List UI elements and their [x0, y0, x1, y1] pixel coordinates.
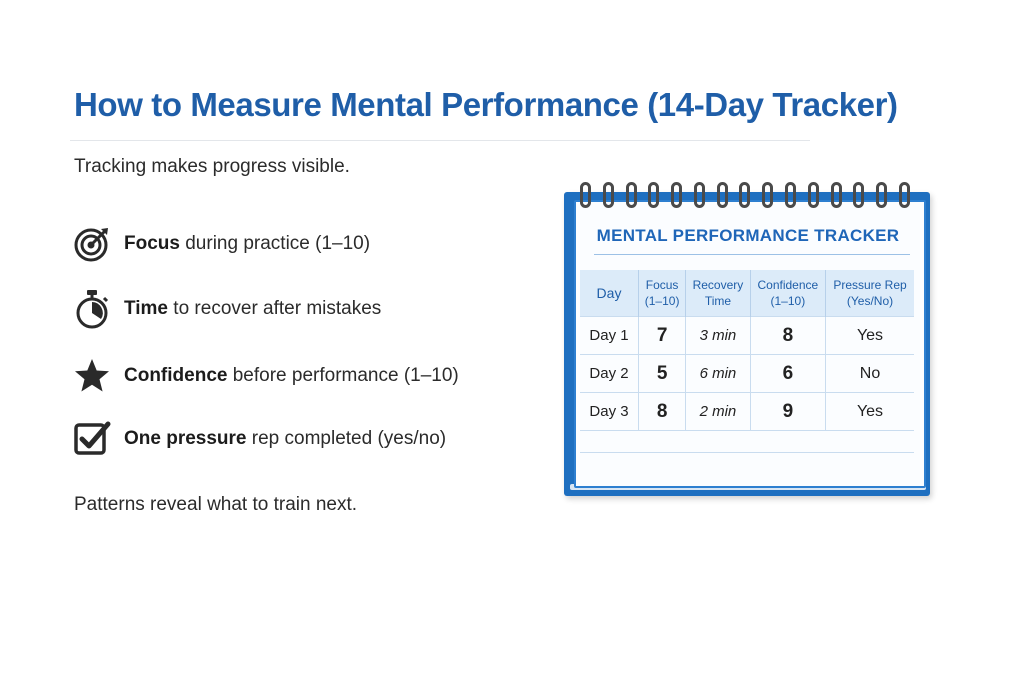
header-recovery [686, 270, 750, 317]
cell-confidence: 9 [750, 393, 825, 431]
metric-pressure [72, 419, 446, 459]
spiral-ring [694, 182, 705, 208]
title-divider [70, 140, 810, 141]
star-icon [72, 356, 112, 396]
footer-text: Patterns reveal what to train next. [74, 494, 358, 515]
page-title: How to Measure Mental Performance (14-Day Tracker) [74, 86, 898, 123]
stopwatch-icon [72, 289, 112, 329]
table-row [580, 317, 914, 355]
cell-day: Day 2 [580, 355, 639, 393]
metric-label-bold: One pressure [124, 428, 247, 449]
metric-label-rest: before performance (1–10) [227, 365, 459, 386]
cell-pressure: No [826, 355, 914, 393]
header-line: Confidence [757, 278, 819, 292]
metric-label-rest: rep completed (yes/no) [246, 428, 447, 449]
tracker-title-rule [594, 254, 910, 255]
target-icon [72, 224, 112, 264]
cell-recovery: 6 min [686, 355, 750, 393]
cell-recovery: 3 min [686, 317, 750, 355]
spiral-binding [580, 182, 910, 210]
cell-empty [580, 431, 639, 452]
tracker-title: MENTAL PERFORMANCE TRACKER [596, 226, 900, 245]
metric-label-bold: Focus [124, 233, 180, 254]
header-pressure [826, 270, 914, 317]
spiral-ring [853, 182, 864, 208]
header-line: (Yes/No) [846, 294, 894, 308]
metric-label-rest: during practice (1–10) [179, 233, 371, 254]
cell-confidence: 8 [750, 317, 825, 355]
header-line: Recovery [692, 278, 744, 292]
metric-label-bold: Time [124, 298, 169, 319]
cell-day: Day 3 [580, 393, 639, 431]
metric-label-rest: to recover after mistakes [168, 298, 382, 319]
tracker-table [580, 270, 914, 451]
cell-recovery: 2 min [686, 393, 750, 431]
header-line: (1–10) [770, 294, 806, 308]
table-row [580, 393, 914, 431]
metric-focus [72, 224, 370, 264]
subtitle: Tracking makes progress visible. [74, 156, 350, 177]
spiral-ring [603, 182, 614, 208]
spiral-ring [739, 182, 750, 208]
header-day: Day [580, 270, 639, 317]
cell-empty [826, 431, 914, 452]
spiral-ring [808, 182, 819, 208]
metric-label-bold: Confidence [124, 365, 228, 386]
metric-confidence [72, 356, 459, 396]
table-ruled-line [580, 452, 914, 453]
table-row [580, 355, 914, 393]
cell-day: Day 1 [580, 317, 639, 355]
spiral-ring [876, 182, 887, 208]
spiral-ring [580, 182, 591, 208]
cell-empty [686, 431, 750, 452]
spiral-ring [717, 182, 728, 208]
checkbox-icon [72, 419, 112, 459]
header-line: (1–10) [644, 294, 680, 308]
table-row-empty [580, 431, 914, 452]
cell-empty [750, 431, 825, 452]
cell-focus: 8 [639, 393, 686, 431]
cell-pressure: Yes [826, 393, 914, 431]
spiral-ring [626, 182, 637, 208]
header-confidence [750, 270, 825, 317]
tracker-header-row [580, 270, 914, 317]
header-line: Focus [645, 278, 679, 292]
spiral-ring [899, 182, 910, 208]
cell-focus: 5 [639, 355, 686, 393]
metric-time [72, 289, 381, 329]
spiral-ring [785, 182, 796, 208]
cell-empty [639, 431, 686, 452]
cell-pressure: Yes [826, 317, 914, 355]
spiral-ring [648, 182, 659, 208]
spiral-ring [762, 182, 773, 208]
header-line: Pressure Rep [833, 278, 907, 292]
cell-focus: 7 [639, 317, 686, 355]
spiral-ring [671, 182, 682, 208]
header-focus [639, 270, 686, 317]
cell-confidence: 6 [750, 355, 825, 393]
header-line: Time [704, 294, 732, 308]
spiral-ring [831, 182, 842, 208]
